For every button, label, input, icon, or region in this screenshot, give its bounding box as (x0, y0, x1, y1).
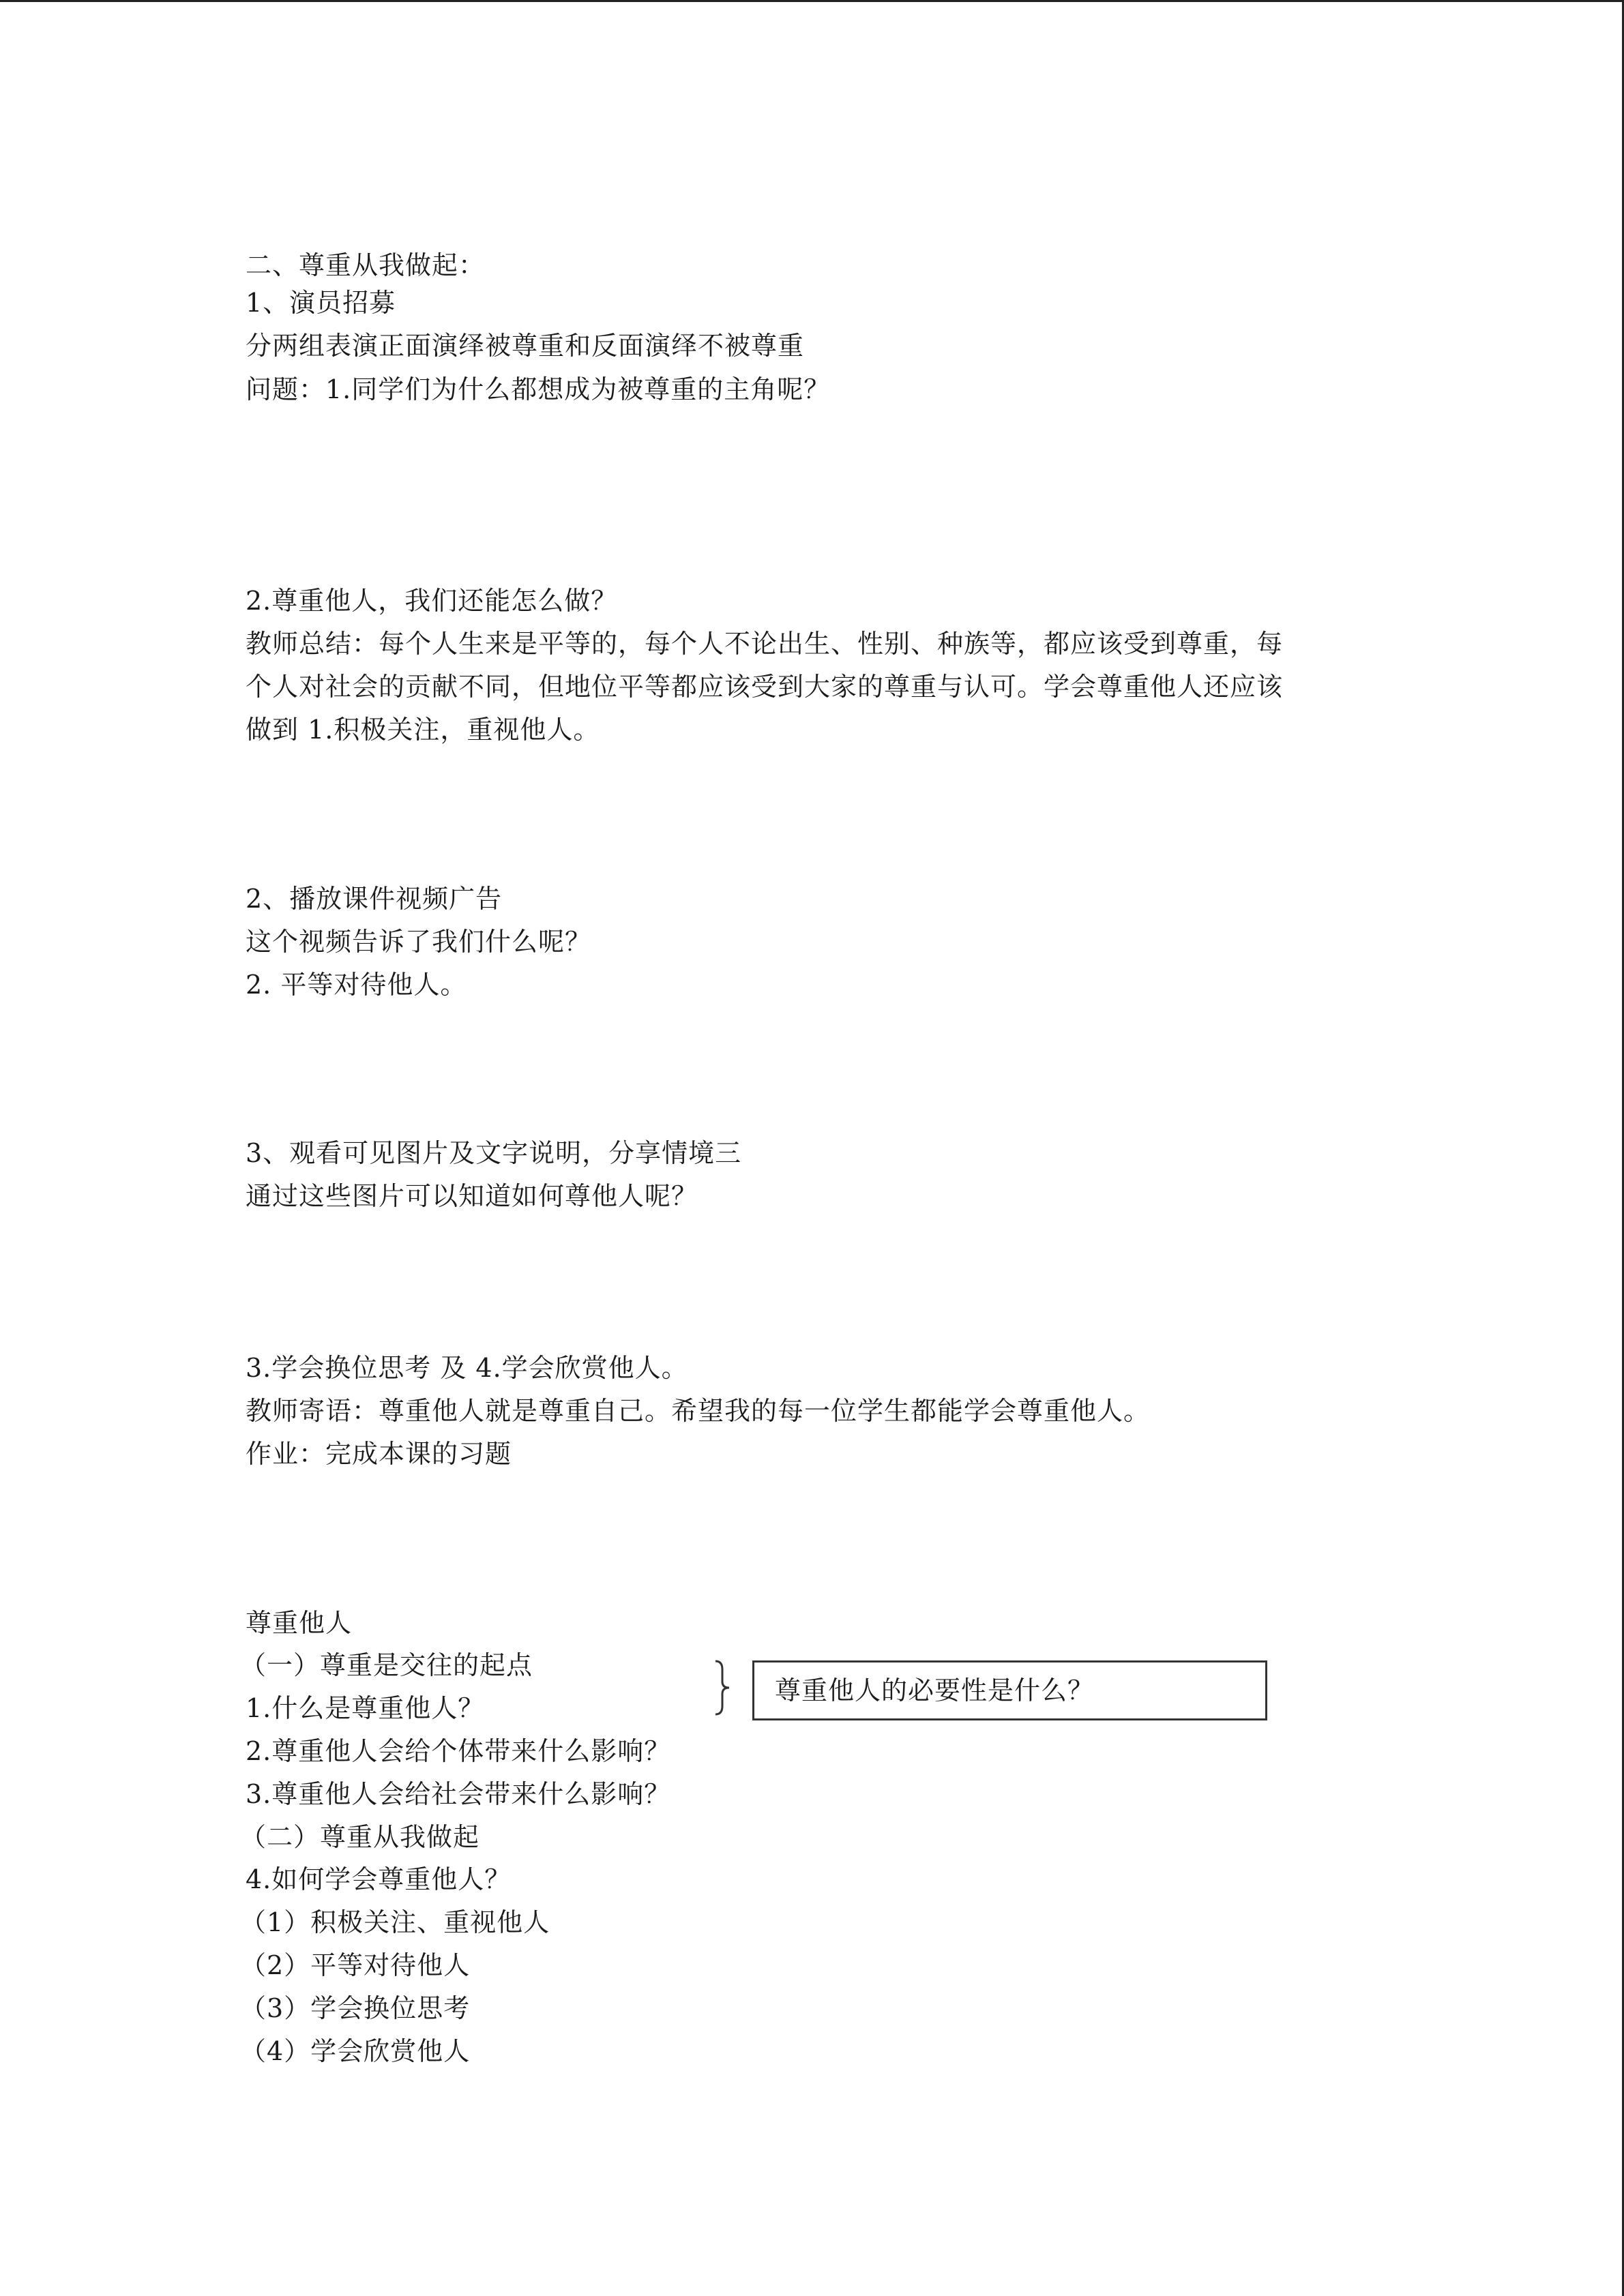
outline-item: 1.什么是尊重他人？ (246, 1693, 485, 1723)
text-line: 作业：完成本课的习题 (246, 1439, 512, 1469)
page-border-top (0, 0, 1624, 2)
outline-item: 3.尊重他人会给社会带来什么影响？ (246, 1779, 671, 1809)
callout-box (752, 1660, 1267, 1720)
text-line: 这个视频告诉了我们什么呢？ (246, 927, 592, 957)
text-line: 1、演员招募 (246, 288, 396, 318)
outline-item: （4）学会欣赏他人 (240, 2036, 471, 2066)
text-line: 2.尊重他人，我们还能怎么做？ (246, 586, 618, 616)
text-line: 3.学会换位思考 及 4.学会欣赏他人。 (246, 1353, 688, 1383)
text-line: 2、播放课件视频广告 (246, 884, 503, 914)
text-line: 教师寄语：尊重他人就是尊重自己。希望我的每一位学生都能学会尊重他人。 (246, 1396, 1151, 1426)
text-line: 问题：1.同学们为什么都想成为被尊重的主角呢？ (246, 374, 831, 404)
text-line: 3、观看可见图片及文字说明，分享情境三 (246, 1138, 742, 1168)
outline-item: （二）尊重从我做起 (240, 1822, 480, 1852)
text-line: 2. 平等对待他人。 (246, 970, 467, 1000)
outline-item: 4.如何学会尊重他人？ (246, 1864, 512, 1894)
right-brace-icon (713, 1660, 733, 1716)
outline-item: （1）积极关注、重视他人 (240, 1907, 550, 1937)
outline-title: 尊重他人 (246, 1608, 353, 1638)
section-heading: 二、尊重从我做起： (246, 250, 486, 280)
outline-item: 2.尊重他人会给个体带来什么影响？ (246, 1736, 671, 1766)
text-line: 分两组表演正面演绎被尊重和反面演绎不被尊重 (246, 331, 805, 361)
text-line: 教师总结：每个人生来是平等的，每个人不论出生、性别、种族等，都应该受到尊重，每 (246, 629, 1284, 659)
outline-item: （3）学会换位思考 (240, 1993, 471, 2023)
outline-item: （一）尊重是交往的起点 (240, 1650, 533, 1680)
text-line: 通过这些图片可以知道如何尊他人呢？ (246, 1181, 698, 1211)
outline-item: （2）平等对待他人 (240, 1950, 471, 1980)
text-line: 做到 1.积极关注，重视他人。 (246, 715, 600, 745)
text-line: 个人对社会的贡献不同，但地位平等都应该受到大家的尊重与认可。学会尊重他人还应该 (246, 672, 1284, 702)
callout-text: 尊重他人的必要性是什么？ (775, 1675, 1095, 1705)
